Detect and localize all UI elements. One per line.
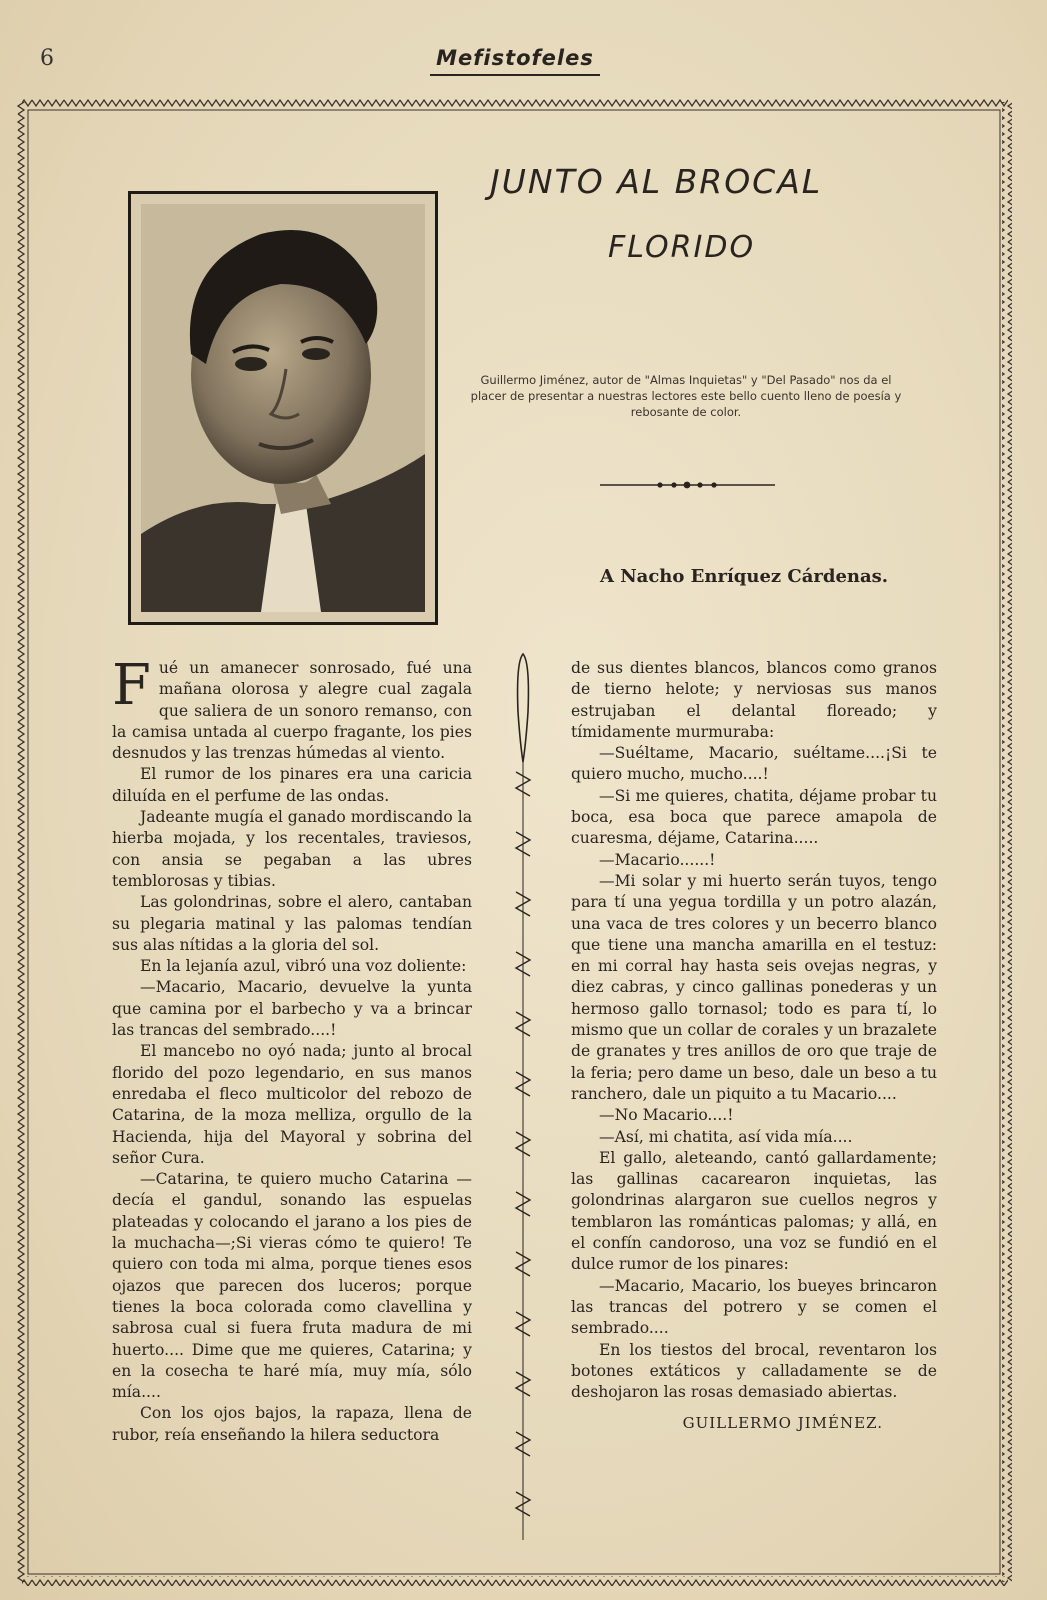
article-title-line-1: JUNTO AL BROCAL bbox=[490, 162, 823, 201]
paragraph: —Mi solar y mi huerto serán tuyos, tengo para tí una yegua tordilla y un potro alazán, una vaca de tres colores y un becerro blanco que tiene una mancha amarilla en el testuz: en mi corral hay hasta seis ovejas negras, y diez cabras, y cinco gallinas ponederas y un hermoso gallo tornasol; todo es para tí, lo mismo que un collar de corales y un brazalete de granates y tres anillos de oro que traje de la feria; pero dame un beso, dale un beso a tu ranchero, dale un piquito a tu Macario.... bbox=[571, 871, 937, 1103]
paragraph: —Macario......! bbox=[599, 850, 716, 869]
paragraph: —Macario, Macario, los bueyes brincaron las trancas del potrero y se comen el sembrado.... bbox=[571, 1276, 937, 1338]
intro-note: Guillermo Jiménez, autor de "Almas Inquietas" y "Del Pasado" nos da el placer de presentar a nuestras lectores este bello cuento lleno de poesía y rebosante de color. bbox=[470, 373, 902, 419]
paragraph: de sus dientes blancos, blancos como granos de tierno helote; y nerviosas sus manos estrujaban el delantal floreado; y tímidamente murmuraba: bbox=[571, 659, 937, 741]
paragraph-text: ué un amanecer sonrosado, fué una mañana olorosa y alegre cual zagala que saliera de un sonoro remanso, con la camisa untada al cuerpo fragante, los pies desnudos y las trenzas húmedas al viento. bbox=[112, 659, 472, 763]
body-left-column bbox=[112, 653, 473, 1446]
paragraph: En la lejanía azul, vibró una voz doliente: bbox=[140, 957, 467, 976]
page-number: 6 bbox=[40, 46, 54, 71]
masthead-title: Mefistofeles bbox=[436, 46, 594, 70]
paragraph: —No Macario....! bbox=[599, 1106, 734, 1125]
author-portrait-photo bbox=[141, 204, 425, 612]
body-right-column bbox=[571, 658, 937, 1435]
column-divider-ornament bbox=[512, 652, 534, 1542]
paragraph: Con los ojos bajos, la rapaza, llena de rubor, reía enseñando la hilera seductora bbox=[112, 1404, 472, 1444]
author-signature: GUILLERMO JIMÉNEZ. bbox=[682, 1414, 883, 1433]
paragraph: —Así, mi chatita, así vida mía.... bbox=[599, 1127, 853, 1146]
paragraph: Jadeante mugía el ganado mordiscando la hierba mojada, y los recentales, traviesos, con ansia se pegaban a las ubres temblorosas y tibias. bbox=[112, 808, 473, 890]
paragraph: —Suéltame, Macario, suéltame....¡Si te quiero mucho, mucho....! bbox=[571, 744, 937, 784]
ornament-divider bbox=[600, 478, 775, 492]
opening-paragraph bbox=[112, 653, 472, 764]
dedication: A Nacho Enríquez Cárdenas. bbox=[600, 566, 889, 587]
paragraph: Las golondrinas, sobre el alero, cantaban su plegaria matinal y las palomas tendían sus alas nítidas a la gloria del sol. bbox=[112, 893, 472, 954]
drop-cap: F bbox=[112, 653, 151, 718]
paragraph: —Catarina, te quiero mucho Catarina —decía el gandul, sonando las espuelas plateadas y colocando el jarano a los pies de la muchacha—;Si vieras cómo te quiero! Te quiero con toda mi alma, porque tienes esos ojazos que parecen dos luceros; porque tienes la boca colorada como clavellina y sabrosa cual si fuera fruta madura de mi huerto.... Dime que me quieres, Catarina; y en la cosecha te haré mía, muy mía, sólo mía.... bbox=[112, 1170, 472, 1402]
masthead-underline bbox=[430, 74, 600, 76]
paragraph: El rumor de los pinares era una caricia diluída en el perfume de las ondas. bbox=[112, 765, 472, 805]
paragraph: —Si me quieres, chatita, déjame probar tu boca, esa boca que parece amapola de cuaresma, déjame, Catarina..... bbox=[571, 786, 937, 848]
author-portrait-frame bbox=[128, 191, 438, 625]
paragraph: El mancebo no oyó nada; junto al brocal florido del pozo legendario, en sus manos enredaba el fleco multicolor del rebozo de Catarina, de la moza melliza, orgullo de la Hacienda, hija del Mayoral y sobrina del señor Cura. bbox=[112, 1042, 472, 1167]
paragraph: —Macario, Macario, devuelve la yunta que camina por el barbecho y va a brincar las trancas del sembrado....! bbox=[112, 978, 472, 1040]
paragraph: El gallo, aleteando, cantó gallardamente; las gallinas cacarearon inquietas, las golondrinas alargaron sue cuellos negros y temblaron las románticas palomas; y allá, en el confín candoroso, una voz se fundió en el dulce rumor de los pinares: bbox=[571, 1148, 937, 1274]
paragraph: En los tiestos del brocal, reventaron los botones extáticos y calladamente se de deshojaron las rosas demasiado abiertas. bbox=[571, 1340, 937, 1402]
portrait-illustration bbox=[141, 204, 425, 612]
article-title-line-2: FLORIDO bbox=[608, 230, 756, 265]
